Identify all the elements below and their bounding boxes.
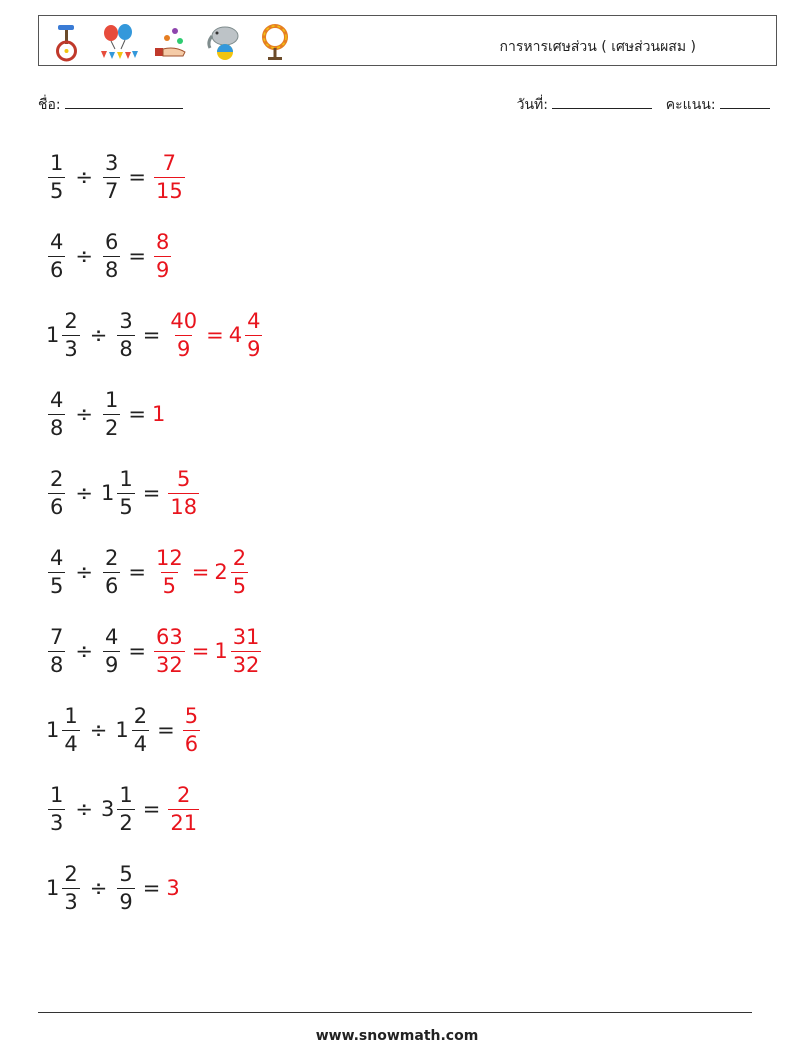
operand xyxy=(100,466,137,519)
operand xyxy=(46,150,67,203)
equals-sign: = xyxy=(157,718,175,742)
whole-number: 4 xyxy=(228,323,243,347)
divide-sign: ÷ xyxy=(75,244,93,268)
numerator: 2 xyxy=(104,545,119,570)
name-label: ชื่อ: xyxy=(38,97,61,113)
operand xyxy=(46,229,67,282)
answer-number xyxy=(152,229,173,282)
answer-number xyxy=(166,308,201,361)
answer xyxy=(152,229,173,282)
problem-row xyxy=(46,539,250,605)
date-blank[interactable] xyxy=(552,94,652,109)
equals-sign: = xyxy=(128,244,146,268)
numerator: 3 xyxy=(104,150,119,175)
equals-sign: = xyxy=(142,481,161,505)
problem-row xyxy=(46,460,201,526)
fraction xyxy=(48,466,65,519)
answer xyxy=(166,308,264,361)
operand xyxy=(101,229,122,282)
operand xyxy=(100,782,137,835)
denominator: 8 xyxy=(50,415,64,440)
whole-number: 1 xyxy=(46,718,60,742)
numerator: 63 xyxy=(155,624,183,649)
answer-number xyxy=(152,545,187,598)
problem-row xyxy=(46,144,187,210)
numerator: 2 xyxy=(232,545,247,570)
equals-sign: = xyxy=(128,402,146,426)
footer-divider xyxy=(38,1012,752,1013)
denominator: 5 xyxy=(232,573,247,598)
elephant-ball-icon xyxy=(203,22,243,62)
operand xyxy=(101,545,122,598)
numerator: 6 xyxy=(104,229,119,254)
answer-number xyxy=(214,624,263,677)
whole-number: 3 xyxy=(166,876,180,900)
answer xyxy=(152,624,263,677)
numerator: 40 xyxy=(170,308,198,333)
operand xyxy=(46,387,67,440)
divide-sign: ÷ xyxy=(75,639,93,663)
equals-sign: = xyxy=(191,639,210,663)
problem-row xyxy=(46,855,181,921)
numerator: 5 xyxy=(119,861,133,886)
denominator: 4 xyxy=(133,731,148,756)
fraction xyxy=(48,624,65,677)
answer xyxy=(166,876,180,900)
equals-sign: = xyxy=(142,323,161,347)
denominator: 8 xyxy=(119,336,133,361)
balloons-bunting-icon xyxy=(99,22,139,62)
whole-number: 1 xyxy=(214,639,228,663)
fraction xyxy=(48,782,65,835)
numerator: 8 xyxy=(155,229,170,254)
denominator: 32 xyxy=(232,652,260,677)
problem-row xyxy=(46,223,173,289)
denominator: 5 xyxy=(119,494,133,519)
denominator: 5 xyxy=(50,178,64,203)
divide-sign: ÷ xyxy=(89,323,108,347)
answer-number xyxy=(181,703,202,756)
juggling-hand-icon xyxy=(153,22,189,62)
divide-sign: ÷ xyxy=(75,402,93,426)
numerator: 7 xyxy=(162,150,177,175)
numerator: 1 xyxy=(119,782,133,807)
denominator: 9 xyxy=(177,336,191,361)
numerator: 4 xyxy=(50,229,64,254)
answer-number xyxy=(166,876,180,900)
whole-number: 1 xyxy=(46,876,60,900)
operand xyxy=(101,387,122,440)
answer-number xyxy=(214,545,250,598)
problem-row xyxy=(46,776,201,842)
fraction xyxy=(103,229,120,282)
numerator: 1 xyxy=(119,466,133,491)
denominator: 7 xyxy=(104,178,119,203)
answer-number xyxy=(166,782,201,835)
answer-number xyxy=(152,624,187,677)
operand xyxy=(101,150,122,203)
fraction xyxy=(132,703,149,756)
unicycle-icon xyxy=(49,22,85,62)
worksheet-header xyxy=(38,15,777,66)
numerator: 3 xyxy=(119,308,133,333)
fraction xyxy=(245,308,262,361)
denominator: 2 xyxy=(104,415,119,440)
denominator: 6 xyxy=(50,494,64,519)
operand xyxy=(101,624,122,677)
operand xyxy=(115,703,151,756)
fraction xyxy=(168,466,199,519)
problem-row xyxy=(46,697,202,763)
fraction xyxy=(117,466,134,519)
fraction xyxy=(117,308,134,361)
numerator: 2 xyxy=(64,308,78,333)
whole-number: 3 xyxy=(100,797,115,821)
whole-number: 2 xyxy=(214,560,228,584)
score-label: คะแนน: xyxy=(665,97,716,113)
fraction xyxy=(48,229,65,282)
fraction xyxy=(103,387,120,440)
fraction xyxy=(62,308,79,361)
answer xyxy=(181,703,202,756)
fraction xyxy=(231,545,248,598)
answer-number xyxy=(228,308,265,361)
denominator: 5 xyxy=(50,573,64,598)
equals-sign: = xyxy=(128,560,146,584)
answer xyxy=(152,545,250,598)
date-score-fields xyxy=(517,94,770,116)
operand xyxy=(46,703,82,756)
numerator: 12 xyxy=(155,545,183,570)
problem-row xyxy=(46,302,264,368)
equals-sign: = xyxy=(128,639,146,663)
whole-number: 1 xyxy=(46,323,60,347)
numerator: 4 xyxy=(104,624,119,649)
fraction xyxy=(117,782,134,835)
denominator: 32 xyxy=(155,652,183,677)
numerator: 1 xyxy=(64,703,78,728)
equals-sign: = xyxy=(142,876,161,900)
operand xyxy=(46,545,67,598)
numerator: 1 xyxy=(50,782,64,807)
whole-number: 1 xyxy=(100,481,115,505)
name-blank[interactable] xyxy=(65,94,183,109)
fraction xyxy=(103,545,120,598)
date-label: วันที่: xyxy=(516,97,548,113)
denominator: 3 xyxy=(50,810,64,835)
answer xyxy=(166,466,201,519)
numerator: 31 xyxy=(232,624,260,649)
denominator: 8 xyxy=(104,257,119,282)
fraction xyxy=(154,150,185,203)
denominator: 3 xyxy=(64,889,78,914)
divide-sign: ÷ xyxy=(89,876,108,900)
problem-row xyxy=(46,381,166,447)
denominator: 9 xyxy=(247,336,261,361)
denominator: 2 xyxy=(119,810,133,835)
numerator: 1 xyxy=(104,387,119,412)
denominator: 6 xyxy=(50,257,64,282)
operand xyxy=(115,861,136,914)
fraction xyxy=(117,861,134,914)
denominator: 9 xyxy=(155,257,170,282)
fraction xyxy=(154,624,185,677)
header-icons xyxy=(49,20,293,64)
answer xyxy=(166,782,201,835)
operand xyxy=(46,861,82,914)
numerator: 4 xyxy=(50,387,64,412)
numerator: 2 xyxy=(133,703,148,728)
numerator: 4 xyxy=(247,308,261,333)
fraction xyxy=(154,545,185,598)
denominator: 6 xyxy=(104,573,119,598)
fraction xyxy=(154,229,171,282)
equals-sign: = xyxy=(142,797,161,821)
problem-row xyxy=(46,618,263,684)
numerator: 2 xyxy=(64,861,78,886)
operand xyxy=(46,782,67,835)
numerator: 5 xyxy=(177,466,191,491)
fraction xyxy=(168,308,199,361)
answer-number xyxy=(166,466,201,519)
answer-number xyxy=(152,150,187,203)
denominator: 6 xyxy=(184,731,199,756)
name-field[interactable] xyxy=(38,94,183,116)
denominator: 9 xyxy=(104,652,119,677)
footer-site: www.snowmath.com xyxy=(315,1028,479,1044)
denominator: 5 xyxy=(162,573,177,598)
fraction xyxy=(103,624,120,677)
denominator: 3 xyxy=(64,336,78,361)
fraction xyxy=(62,703,79,756)
numerator: 2 xyxy=(50,466,64,491)
equals-sign: = xyxy=(206,323,224,347)
whole-number: 1 xyxy=(151,402,166,426)
divide-sign: ÷ xyxy=(75,165,93,189)
numerator: 5 xyxy=(184,703,199,728)
whole-number: 1 xyxy=(115,718,129,742)
answer-number xyxy=(152,402,166,426)
equals-sign: = xyxy=(128,165,146,189)
numerator: 7 xyxy=(50,624,64,649)
denominator: 4 xyxy=(64,731,78,756)
numerator: 4 xyxy=(50,545,64,570)
score-blank[interactable] xyxy=(720,94,770,109)
operand xyxy=(46,624,67,677)
numerator: 2 xyxy=(177,782,191,807)
fraction xyxy=(168,782,199,835)
numerator: 1 xyxy=(50,150,64,175)
fire-hoop-icon xyxy=(257,22,293,62)
fraction xyxy=(48,545,65,598)
operand xyxy=(46,466,67,519)
operand xyxy=(46,308,82,361)
divide-sign: ÷ xyxy=(75,481,93,505)
fraction xyxy=(103,150,120,203)
equals-sign: = xyxy=(191,560,210,584)
denominator: 18 xyxy=(170,494,198,519)
answer xyxy=(152,150,187,203)
denominator: 8 xyxy=(50,652,64,677)
denominator: 21 xyxy=(170,810,198,835)
fraction xyxy=(48,387,65,440)
fraction xyxy=(48,150,65,203)
denominator: 9 xyxy=(119,889,133,914)
fraction xyxy=(183,703,200,756)
divide-sign: ÷ xyxy=(89,718,108,742)
denominator: 15 xyxy=(155,178,183,203)
answer xyxy=(152,402,166,426)
fraction xyxy=(62,861,79,914)
worksheet-title: การหารเศษส่วน ( เศษส่วนผสม ) xyxy=(499,39,696,55)
operand xyxy=(115,308,136,361)
divide-sign: ÷ xyxy=(75,797,93,821)
divide-sign: ÷ xyxy=(75,560,93,584)
fraction xyxy=(231,624,262,677)
